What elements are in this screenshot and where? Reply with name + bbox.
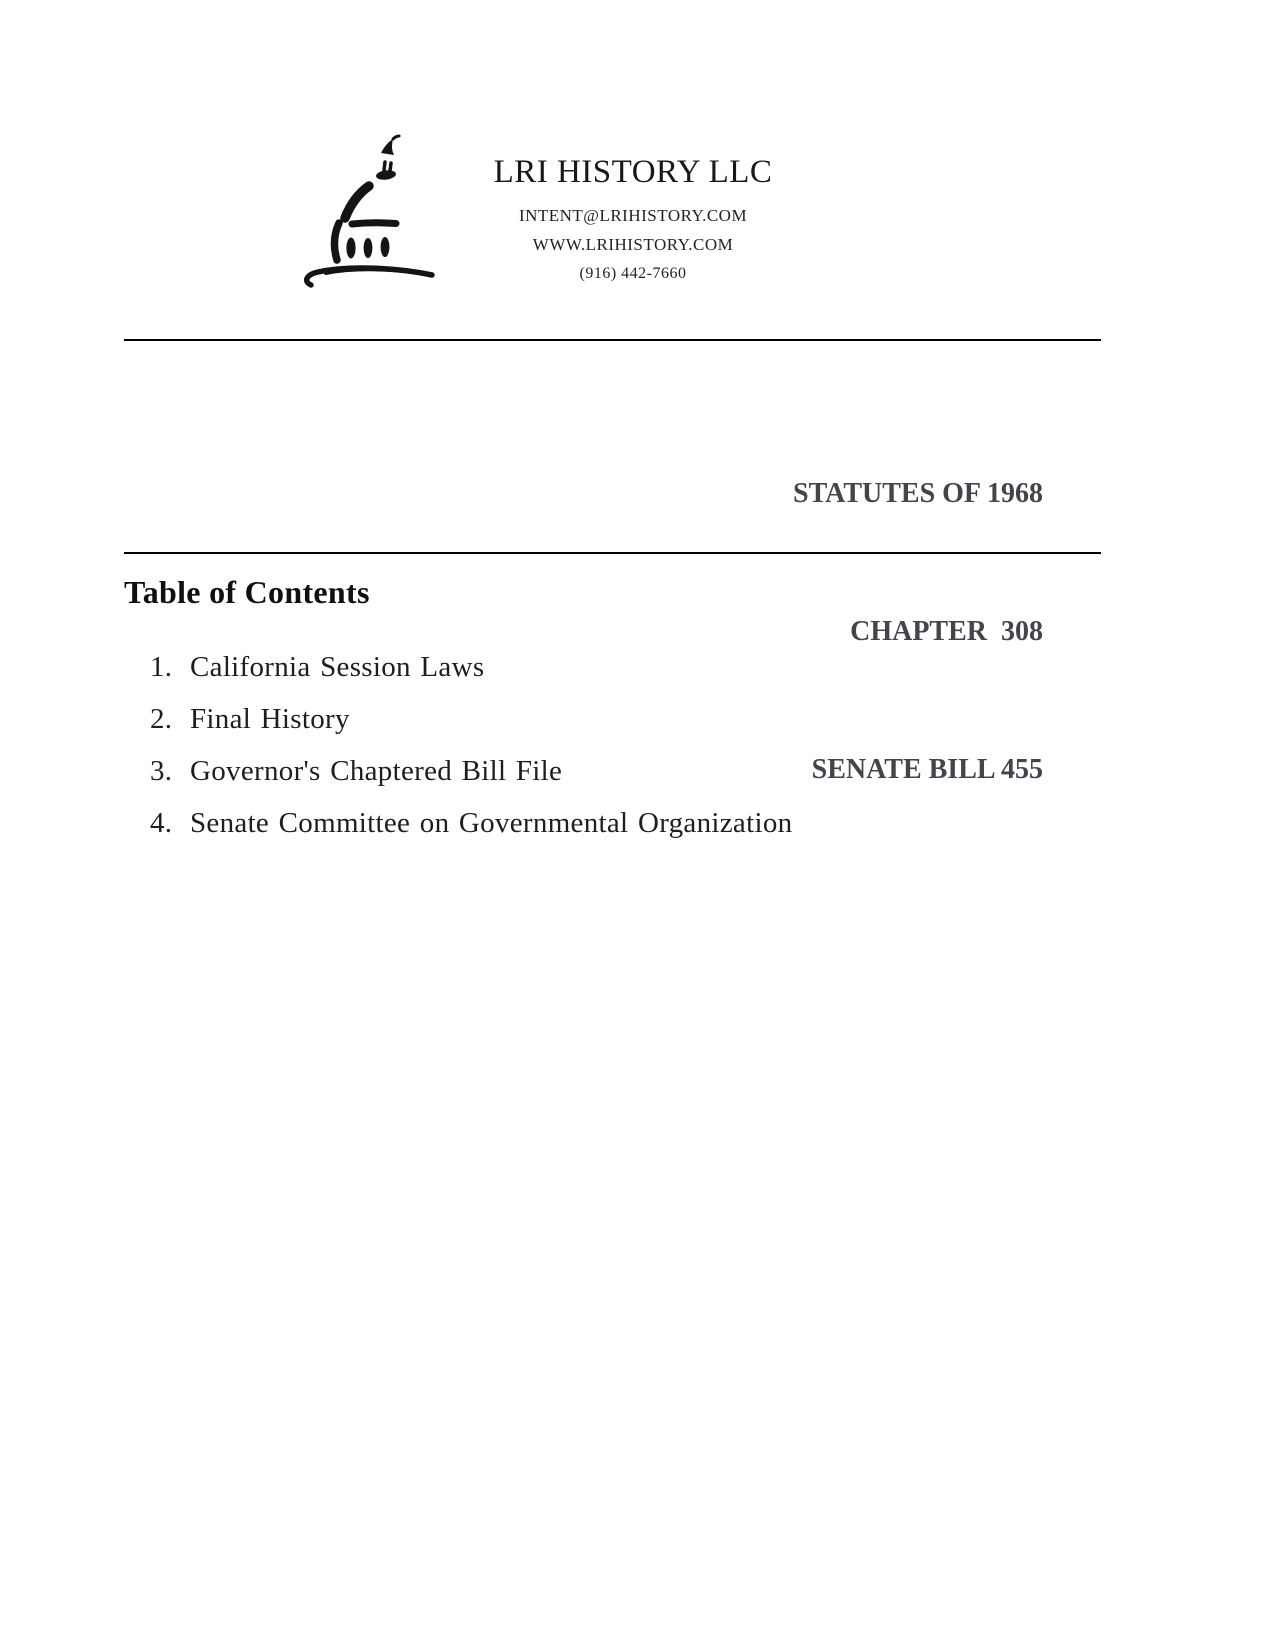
toc-item [150, 702, 1050, 736]
website-text: WWW.LRIHISTORY.COM [532, 235, 734, 254]
email-text: INTENT@LRIHISTORY.COM [518, 206, 748, 225]
toc-heading: Table of Contents [124, 574, 370, 610]
toc-item [150, 650, 1050, 684]
toc-item [150, 806, 1050, 840]
divider-top [124, 339, 1101, 341]
toc-item-label: Governor's Chaptered Bill File [190, 755, 563, 787]
toc-item-label: Senate Committee on Governmental Organization [190, 807, 793, 839]
capitol-dome-logo-icon [296, 126, 448, 294]
toc-item-number: 3. [150, 755, 173, 787]
chapter-line: CHAPTER 308 [850, 616, 1043, 647]
toc-item-label: California Session Laws [190, 651, 485, 683]
toc-item [150, 754, 1050, 788]
statutes-line: STATUTES OF 1968 [793, 478, 1043, 509]
toc-item-label: Final History [190, 703, 350, 735]
toc-item-number: 1. [150, 651, 173, 683]
toc-item-number: 4. [150, 807, 173, 839]
letterhead [428, 152, 838, 288]
company-name: LRI HISTORY LLC [493, 154, 773, 190]
senate-bill-line: SENATE BILL 455 [811, 754, 1043, 785]
phone-text: (916) 442-7660 [579, 265, 687, 282]
toc-list [150, 650, 1050, 858]
toc-item-number: 2. [150, 703, 173, 735]
